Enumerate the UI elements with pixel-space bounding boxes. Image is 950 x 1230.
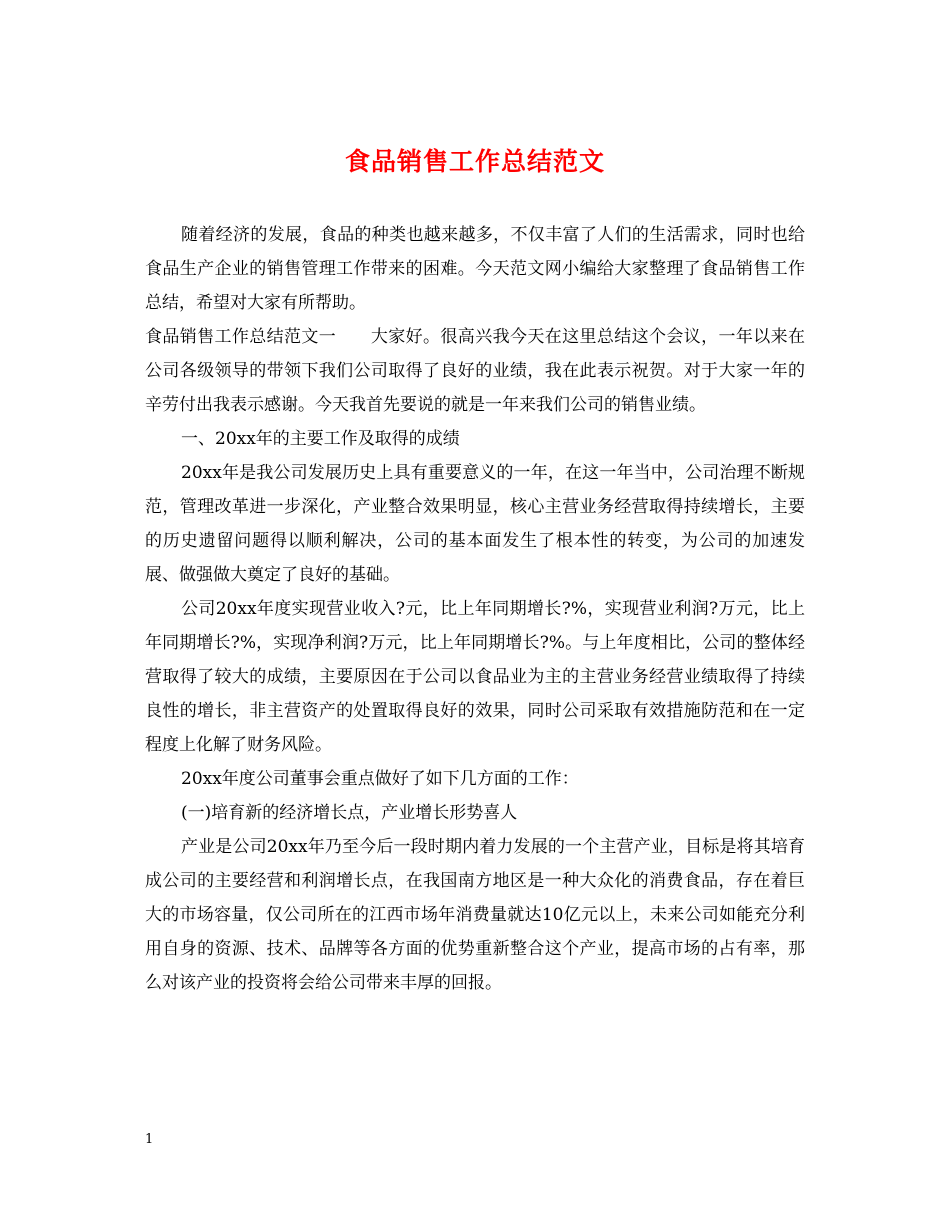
paragraph-board-work: 20xx年度公司董事会重点做好了如下几方面的工作： <box>181 769 579 789</box>
document-title: 食品销售工作总结范文 <box>344 147 605 176</box>
paragraph-section-1-opening: 食品销售工作总结范文一 大家好。很高兴我今天在这里总结这个会议，一年以来在公司各级领导的带领下我们公司取得了良好的业绩，我在此表示祝贺。对于大家一年的辛劳付出我表示感谢。今天我首先要说的就是一年来我们公司的销售业绩。 <box>145 327 805 415</box>
document-body <box>145 218 805 1000</box>
page-number: 1 <box>145 1132 154 1147</box>
paragraph-year-overview: 20xx年是我公司发展历史上具有重要意义的一年，在这一年当中，公司治理不断规范，管理改革进一步深化，产业整合效果明显，核心主营业务经营取得持续增长，主要的历史遗留问题得以顺利解决，公司的基本面发生了根本性的转变，为公司的加速发展、做强做大奠定了良好的基础。 <box>145 463 805 585</box>
heading-main-work: 一、20xx年的主要工作及取得的成绩 <box>181 429 460 449</box>
paragraph-intro: 随着经济的发展，食品的种类也越来越多，不仅丰富了人们的生活需求，同时也给食品生产企业的销售管理工作带来的困难。今天范文网小编给大家整理了食品销售工作总结，希望对大家有所帮助。 <box>145 225 805 313</box>
paragraph-industry-development: 产业是公司20xx年乃至今后一段时期内着力发展的一个主营产业，目标是将其培育成公司的主要经营和利润增长点，在我国南方地区是一种大众化的消费食品，存在着巨大的市场容量，仅公司所在的江西市场年消费量就达10亿元以上，未来公司如能充分利用自身的资源、技术、品牌等各方面的优势重新整合这个产业，提高市场的占有率，那么对该产业的投资将会给公司带来丰厚的回报。 <box>145 837 805 993</box>
heading-growth-point: (一)培育新的经济增长点，产业增长形势喜人 <box>181 803 518 823</box>
paragraph-financial-results: 公司20xx年度实现营业收入?元，比上年同期增长?%，实现营业利润?万元，比上年同期增长?%，实现净利润?万元，比上年同期增长?%。与上年度相比，公司的整体经营取得了较大的成绩，主要原因在于公司以食品业为主的主营业务经营业绩取得了持续良性的增长，非主营资产的处置取得良好的效果，同时公司采取有效措施防范和在一定程度上化解了财务风险。 <box>145 599 805 755</box>
